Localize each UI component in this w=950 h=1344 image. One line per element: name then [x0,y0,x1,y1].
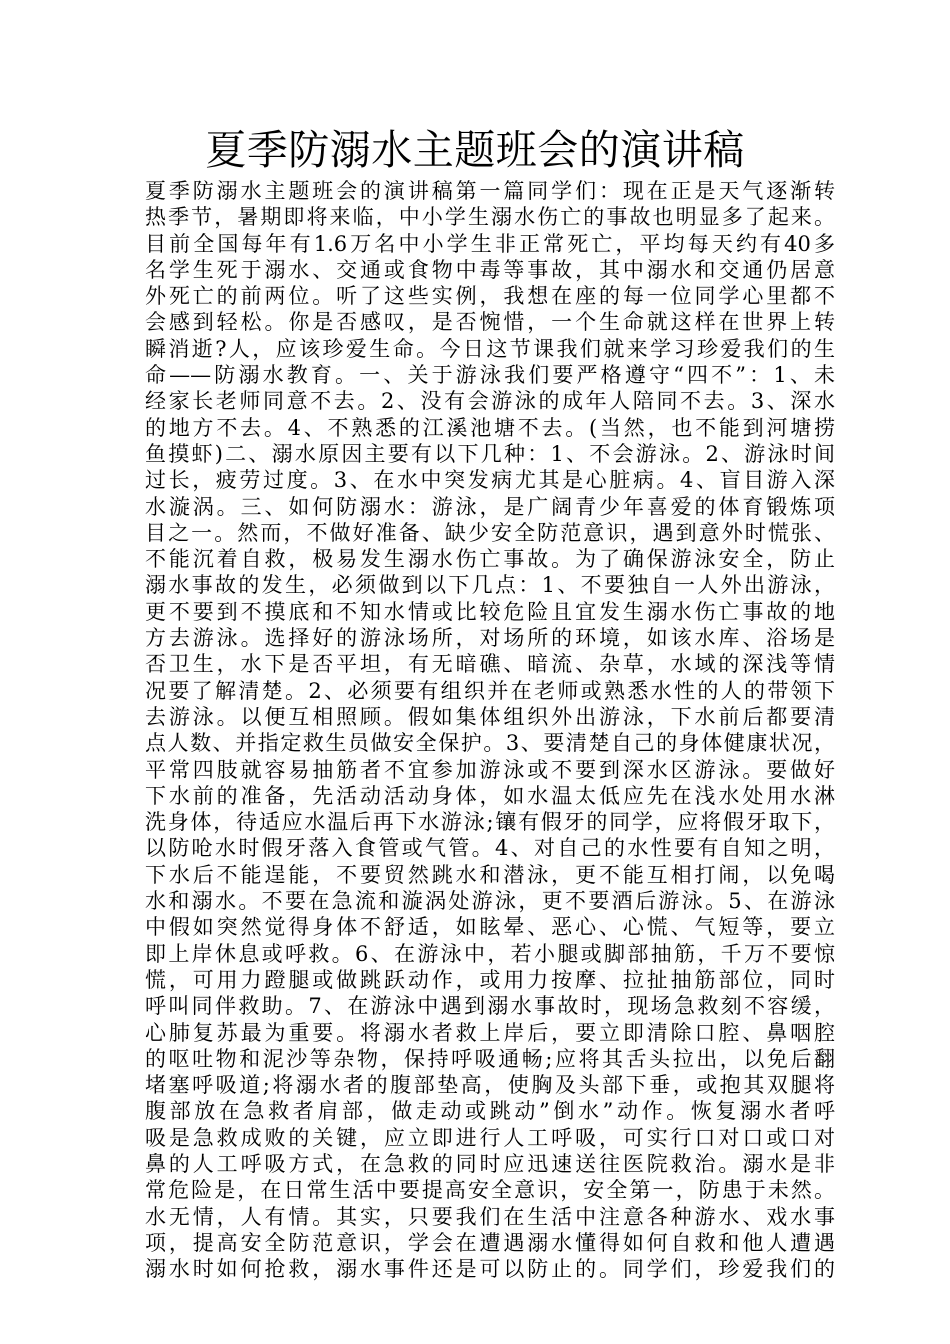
body-text-line: 更不要到不摸底和不知水情或比较危险且宜发生溺水伤亡事故的地 [145,599,835,624]
body-text-line: 洗身体，待适应水温后再下水游泳;镶有假牙的同学，应将假牙取下， [145,810,835,835]
body-text-line: 夏季防溺水主题班会的演讲稿第一篇同学们：现在正是天气逐渐转 [145,179,835,203]
body-text-line: 腹部放在急救者肩部，做走动或跳动”倒水”动作。恢复溺水者呼 [145,1099,835,1124]
body-text-line: 鱼摸虾)二、溺水原因主要有以下几种：1、不会游泳。2、游泳时间 [145,441,835,466]
body-text-line: 即上岸休息或呼救。6、在游泳中，若小腿或脚部抽筋，千万不要惊 [145,941,835,966]
document-title: 夏季防溺水主题班会的演讲稿 [205,126,745,174]
body-text-line: 水和溺水。不要在急流和漩涡处游泳，更不要酒后游泳。5、在游泳 [145,889,835,914]
body-text-line: 过长，疲劳过度。3、在水中突发病尤其是心脏病。4、盲目游入深 [145,468,835,493]
body-text-line: 名学生死于溺水、交通或食物中毒等事故，其中溺水和交通仍居意 [145,257,835,282]
body-text-line: 鼻的人工呼吸方式，在急救的同时应迅速送往医院救治。溺水是非 [145,1151,835,1176]
body-text-line: 溺水时如何抢救，溺水事件还是可以防止的。同学们，珍爱我们的 [145,1257,835,1282]
body-text-line: 慌，可用力蹬腿或做跳跃动作，或用力按摩、拉扯抽筋部位，同时 [145,967,835,992]
body-text-line: 去游泳。以便互相照顾。假如集体组织外出游泳，下水前后都要清 [145,704,835,729]
body-text-line: 否卫生，水下是否平坦，有无暗礁、暗流、杂草，水域的深浅等情 [145,652,835,677]
body-text-line: 水漩涡。三、如何防溺水：游泳，是广阔青少年喜爱的体育锻炼项 [145,494,835,519]
body-text-line: 堵塞呼吸道;将溺水者的腹部垫高，使胸及头部下垂，或抱其双腿将 [145,1073,835,1098]
body-text-line: 项，提高安全防范意识，学会在遭遇溺水懂得如何自救和他人遭遇 [145,1230,835,1255]
body-text-line: 点人数、并指定救生员做安全保护。3、要清楚自己的身体健康状况， [145,731,835,756]
body-text-line: 经家长老师同意不去。2、没有会游泳的成年人陪同不去。3、深水 [145,389,835,414]
body-text-line: 以防呛水时假牙落入食管或气管。4、对自己的水性要有自知之明， [145,836,835,861]
body-text-line: 平常四肢就容易抽筋者不宜参加游泳或不要到深水区游泳。要做好 [145,757,835,782]
body-text-line: 热季节，暑期即将来临，中小学生溺水伤亡的事故也明显多了起来。 [145,205,835,230]
body-text-line: 吸是急救成败的关键，应立即进行人工呼吸，可实行口对口或口对 [145,1125,835,1150]
body-text-line: 常危险是，在日常生活中要提高安全意识，安全第一，防患于未然。 [145,1178,835,1203]
document-body [145,178,835,1282]
body-text-line: 的呕吐物和泥沙等杂物，保持呼吸通畅;应将其舌头拉出，以免后翻 [145,1046,835,1071]
body-text-line: 的地方不去。4、不熟悉的江溪池塘不去。(当然，也不能到河塘捞 [145,415,835,440]
body-text-line: 下水后不能逞能，不要贸然跳水和潜泳，更不能互相打闹，以免喝 [145,862,835,887]
body-text-line: 目之一。然而，不做好准备、缺少安全防范意识，遇到意外时慌张、 [145,520,835,545]
body-text-line: 中假如突然觉得身体不舒适，如眩晕、恶心、心慌、气短等，要立 [145,915,835,940]
body-text-line: 外死亡的前两位。听了这些实例，我想在座的每一位同学心里都不 [145,284,835,309]
body-text-line: 水无情，人有情。其实，只要我们在生活中注意各种游水、戏水事 [145,1204,835,1229]
body-text-line: 不能沉着自救，极易发生溺水伤亡事故。为了确保游泳安全，防止 [145,547,835,572]
body-text-line: 会感到轻松。你是否感叹，是否惋惜，一个生命就这样在世界上转 [145,310,835,335]
body-text-line: 溺水事故的发生，必须做到以下几点：1、不要独自一人外出游泳， [145,573,835,598]
body-text-line: 心肺复苏最为重要。将溺水者救上岸后，要立即清除口腔、鼻咽腔 [145,1020,835,1045]
body-text-line: 目前全国每年有1.6万名中小学生非正常死亡，平均每天约有40多 [145,231,835,256]
body-text-line: 呼叫同伴救助。7、在游泳中遇到溺水事故时，现场急救刻不容缓， [145,994,835,1019]
body-text-line: 命——防溺水教育。一、关于游泳我们要严格遵守“四不”：1、未 [145,363,835,388]
body-text-line: 下水前的准备，先活动活动身体，如水温太低应先在浅水处用水淋 [145,783,835,808]
body-text-line: 方去游泳。选择好的游泳场所，对场所的环境，如该水库、浴场是 [145,626,835,651]
body-text-line: 况要了解清楚。2、必须要有组织并在老师或熟悉水性的人的带领下 [145,678,835,703]
body-text-line: 瞬消逝?人，应该珍爱生命。今日这节课我们就来学习珍爱我们的生 [145,336,835,361]
